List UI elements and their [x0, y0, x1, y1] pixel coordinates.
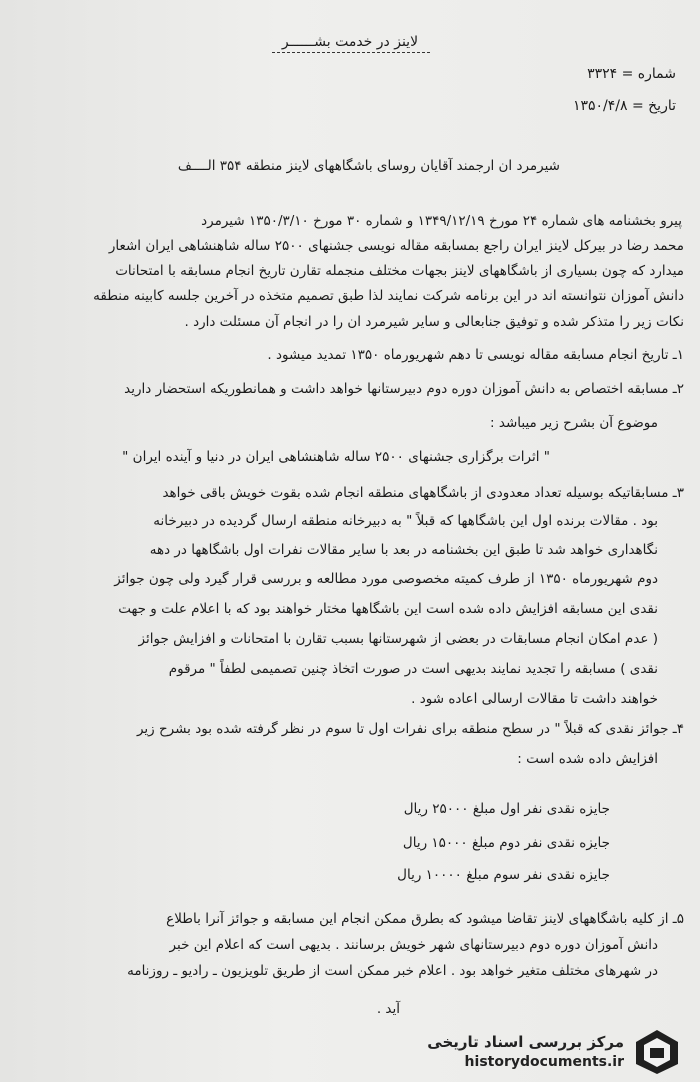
essay-topic: " اثرات برگزاری جشنهای ۲۵۰۰ ساله شاهنشاهی ایران در دنیا و آینده ایران ": [122, 449, 550, 465]
letterhead-underline: [272, 52, 430, 53]
item-line: بود . مقالات برنده اول این باشگاهها که قبلاً " به دبیرخانه منطقه ارسال گردیده در دبیرخانه: [153, 513, 658, 529]
addressee-line: شیرمرد ان ارجمند آقایان روسای باشگاههای لاینز منطقه ۳۵۴ الــــف: [177, 158, 560, 174]
item-line: نگاهداری خواهد شد تا طبق این بخشنامه در بعد با سایر مقالات نفرات اول باشگاهها در دهه: [149, 542, 658, 558]
prize-first: جایزه نقدی نفر اول مبلغ ۲۵۰۰۰ ریال: [403, 801, 610, 817]
prize-second: جایزه نقدی نفر دوم مبلغ ۱۵۰۰۰ ریال: [402, 835, 610, 851]
item-line: دوم شهریورماه ۱۳۵۰ از طرف کمیته مخصوصی مورد مطالعه و بررسی قرار گیرد ولی چون جوائز: [114, 571, 658, 587]
body-line: محمد رضا در بیرکل لاینز ایران راجع بمسابقه مقاله نویسی جشنهای ۲۵۰۰ ساله شاهنشاهی ایران اشعار: [108, 238, 684, 254]
item-line: ( عدم امکان انجام مسابقات در بعضی از شهرستانها بسبب تقارن با امتحانات و افزایش جوائز: [138, 631, 658, 647]
body-line: پیرو بخشنامه های شماره ۲۴ مورخ ۱۳۴۹/۱۲/۱۹ و شماره ۳۰ مورخ ۱۳۵۰/۳/۱۰ شیرمرد: [201, 213, 682, 229]
item-line: موضوع آن بشرح زیر میباشد :: [490, 415, 658, 431]
closing-line: در شهرهای مختلف متغیر خواهد بود . اعلام خبر ممکن است از طریق تلویزیون ـ رادیو ـ روزنامه: [127, 963, 658, 979]
item-line: ۴ـ جوائز نقدی که قبلاً " در سطح منطقه برای نفرات اول تا سوم در نظر گرفته شده بود بشرح زیر: [136, 721, 684, 737]
item-line: نقدی ) مسابقه را تجدید نمایند بدیهی است در صورت اتخاذ چنین تصمیمی لطفاً " مرقوم: [168, 661, 658, 677]
letter-date: تاریخ = ۱۳۵۰/۴/۸: [572, 98, 676, 114]
body-line: دانش آموزان نتوانسته اند در این برنامه شرکت نمایند لذا طبق تصمیم متخذه در آخرین جلسه کابینه منطقه: [93, 288, 684, 304]
item-line: نقدی این مسابقه افزایش داده شده است این باشگاهها مختار خواهند بود که با اعلام علت و جهت: [118, 601, 658, 617]
watermark-site: historydocuments.ir: [464, 1054, 624, 1070]
item-line: ۱ـ تاریخ انجام مسابقه مقاله نویسی تا دهم شهریورماه ۱۳۵۰ تمدید میشود .: [267, 347, 684, 363]
archive-logo-icon: [632, 1028, 682, 1076]
item-line: خواهند داشت تا مقالات ارسالی اعاده شود .: [411, 691, 658, 707]
body-line: نکات زیر را متذکر شده و توفیق جنابعالی و سایر شیرمرد ان را در انجام آن مسئلت دارد .: [184, 314, 684, 330]
item-line: افزایش داده شده است :: [517, 751, 658, 767]
item-line: ۲ـ مسابقه اختصاص به دانش آموزان دوره دوم دبیرستانها خواهد داشت و همانطوریکه استحضار دارید: [124, 381, 684, 397]
prize-third: جایزه نقدی نفر سوم مبلغ ۱۰۰۰۰ ریال: [397, 867, 610, 883]
item-line: ۳ـ مسابقاتیکه بوسیله تعداد معدودی از باشگاههای منطقه انجام شده بقوت خویش باقی خواهد: [162, 485, 684, 501]
closing-line: آید .: [376, 1001, 400, 1017]
closing-line: دانش آموزان دوره دوم دبیرستانهای شهر خویش برسانند . بدیهی است که اعلام این خبر: [169, 937, 658, 953]
letter-number: شماره = ۳۳۲۴: [587, 66, 676, 82]
watermark-name: مرکز بررسی اسناد تاریخی: [427, 1033, 624, 1051]
closing-line: ۵ـ از کلیه باشگاههای لاینز تقاضا میشود که بطرق ممکن انجام این مسابقه و جوائز آنرا باطلاع: [166, 911, 684, 927]
letterhead-title: لاینز در خدمت بشــــــر: [281, 34, 419, 50]
body-line: میدارد که چون بسیاری از باشگاههای لاینز بجهات مختلف منجمله تقارن تاریخ انجام مسابقه با امتحانات: [115, 263, 684, 279]
